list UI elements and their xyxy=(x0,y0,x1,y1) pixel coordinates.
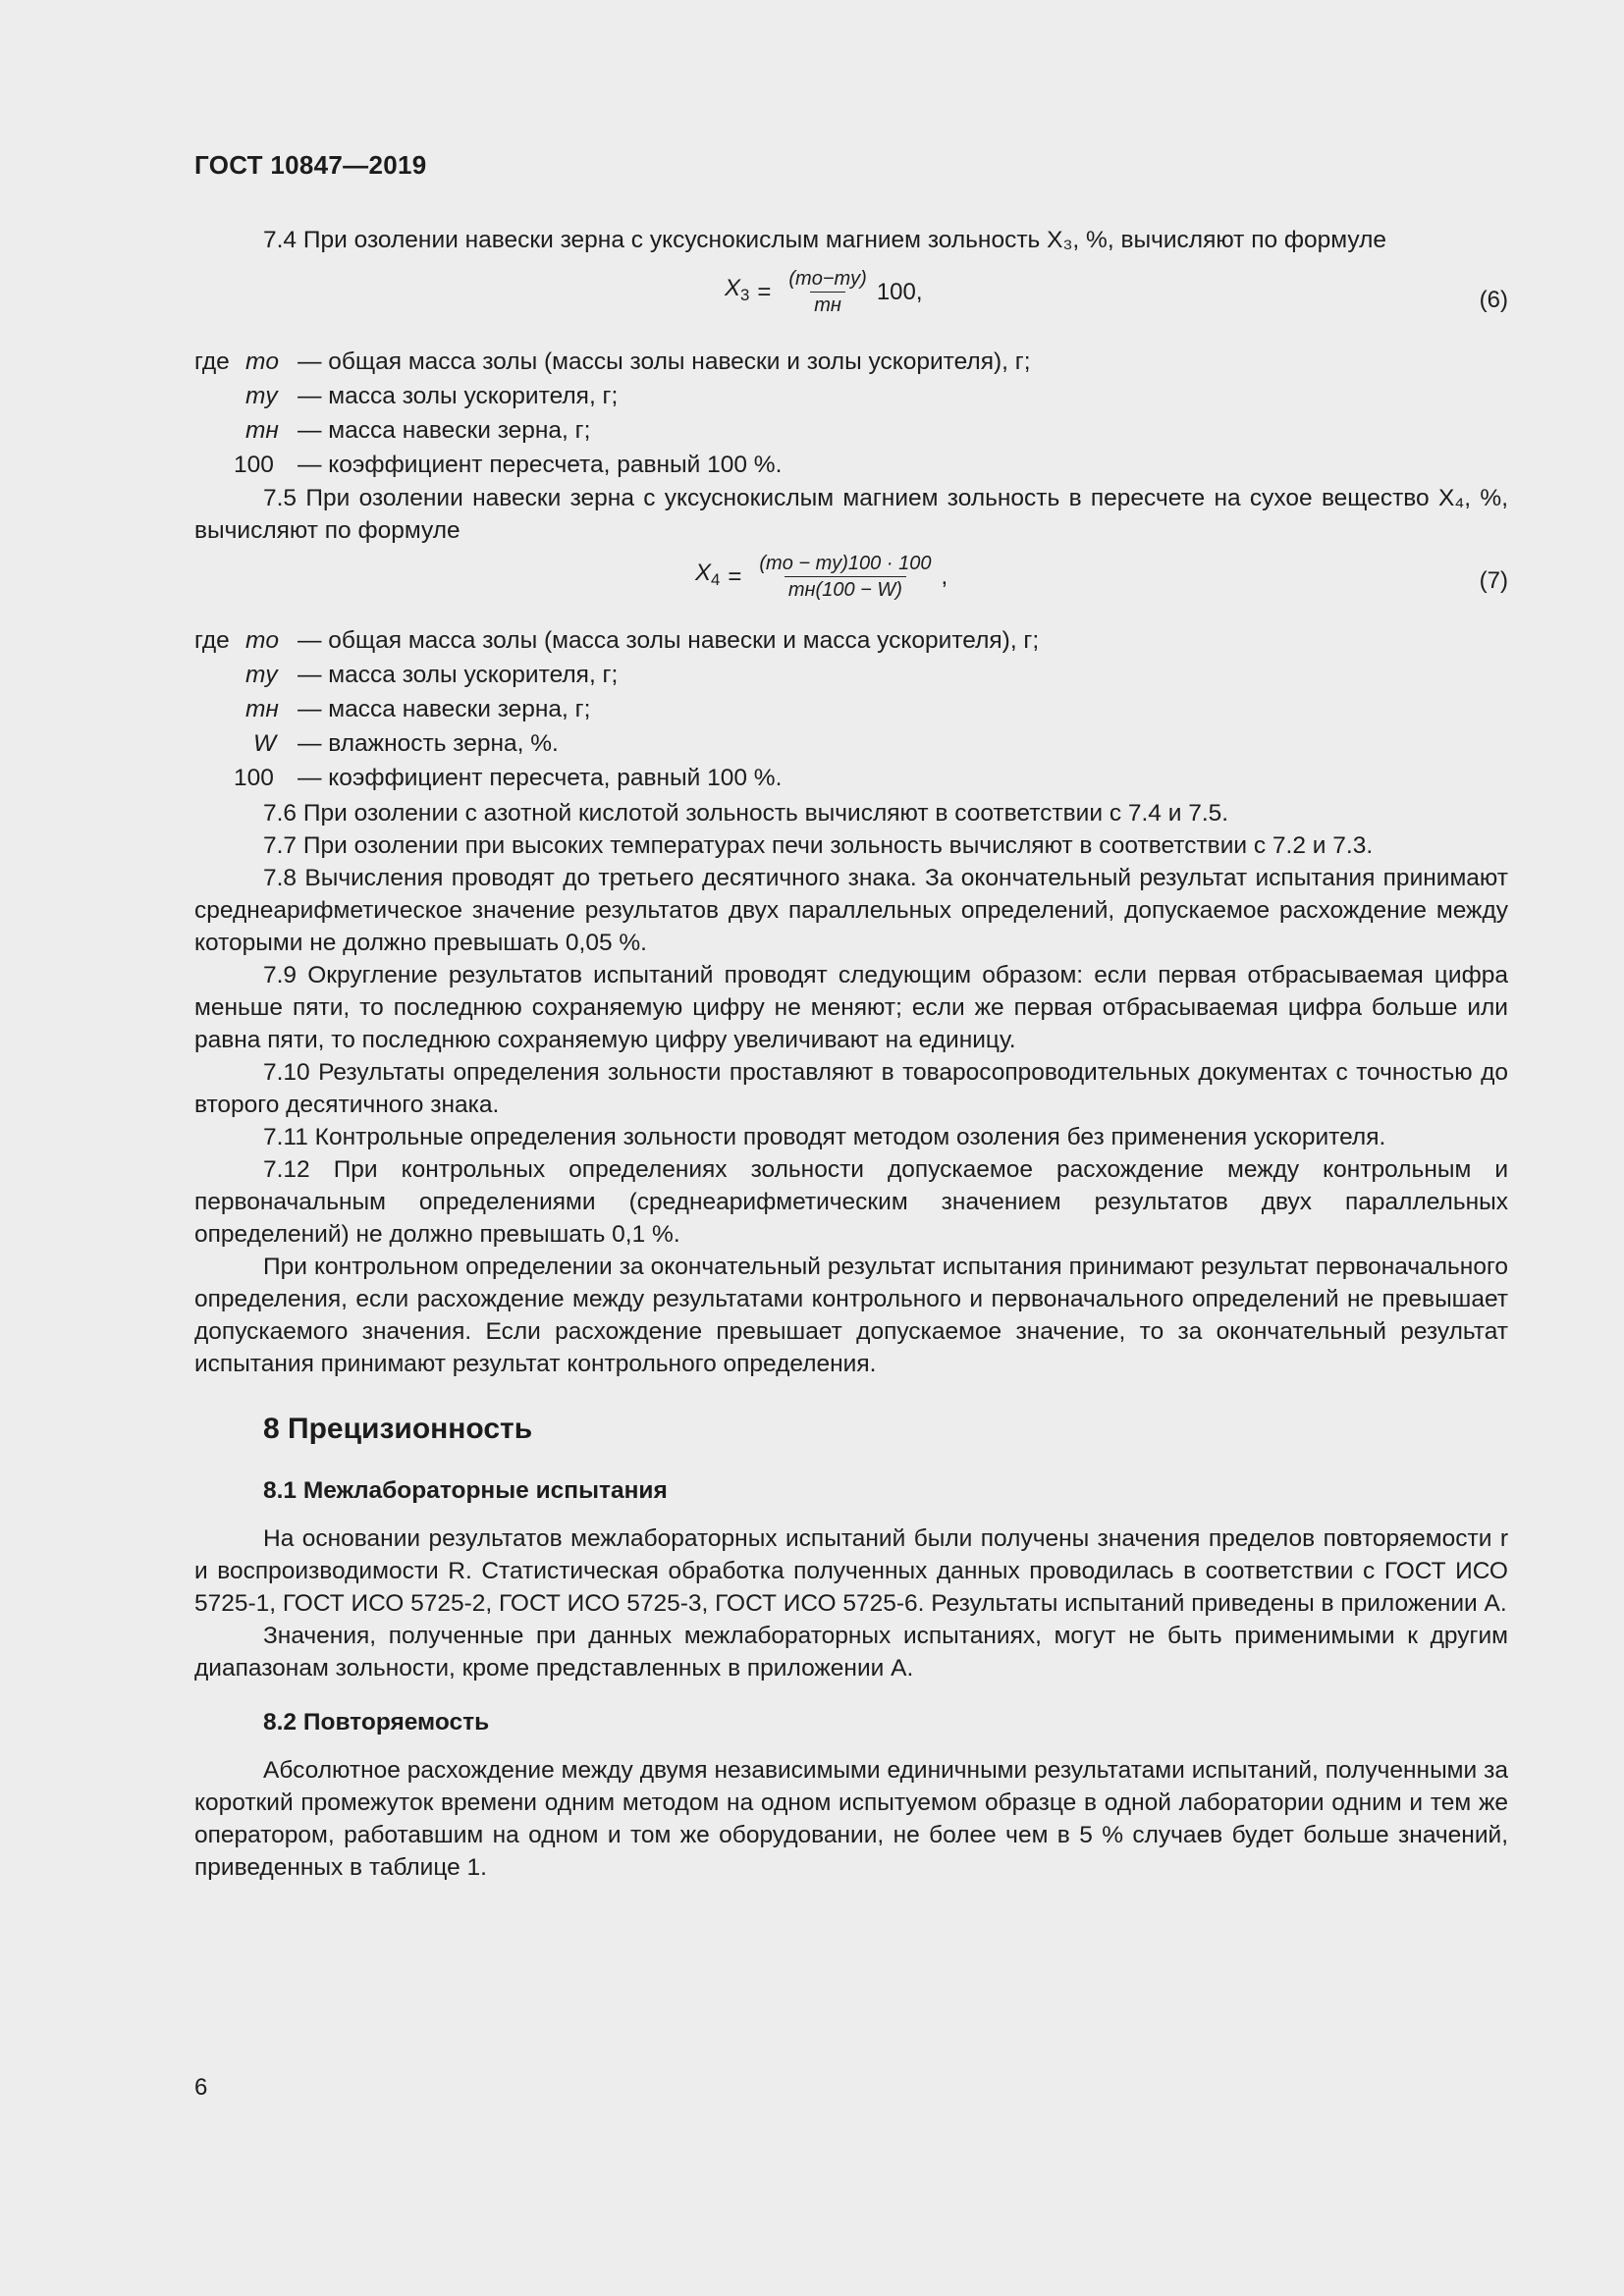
formula-7-eq: = xyxy=(728,563,742,590)
formula-7-number: (7) xyxy=(1479,567,1508,594)
formula-7-fraction xyxy=(755,551,935,603)
section-8-heading: 8 Прецизионность xyxy=(263,1413,533,1445)
legend-row: 100 — коэффициент пересчета, равный 100 %. xyxy=(234,765,783,791)
clause-7-4: 7.4 При озолении навески зерна с уксуснокислым магнием зольность X₃, %, вычисляют по формуле xyxy=(263,227,1387,253)
legend-7 xyxy=(194,623,1508,795)
formula-6-eq: = xyxy=(757,279,772,305)
legend-row: mу — масса золы ускорителя, г; xyxy=(245,662,619,688)
legend-row: mн — масса навески зерна, г; xyxy=(245,696,591,722)
formula-7-tail: , xyxy=(941,563,948,590)
clause-7-5: 7.5 При озолении навески зерна с уксуснокислым магнием зольность в пересчете на сухое вещество X₄, %, вычисляют по формуле xyxy=(194,485,1508,544)
clause-7-10: 7.10 Результаты определения зольности проставляют в товаросопроводительных документах с точностью до второго десятичного знака. xyxy=(194,1059,1508,1118)
legend-row: mу — масса золы ускорителя, г; xyxy=(245,383,619,409)
legend-row: 100 — коэффициент пересчета, равный 100 %. xyxy=(234,452,783,478)
formula-7-numerator: (mо − mу)100 · 100 xyxy=(759,553,932,574)
document-header: ГОСТ 10847—2019 xyxy=(194,150,427,180)
legend-row: где mо — общая масса золы (масса золы навески и масса ускорителя), г; xyxy=(194,627,1040,654)
clause-7-11: 7.11 Контрольные определения зольности проводят методом озоления без применения ускорителя. xyxy=(263,1124,1386,1150)
formula-6-number: (6) xyxy=(1479,287,1508,313)
legend-row: где mо — общая масса золы (массы золы навески и золы ускорителя), г; xyxy=(194,348,1031,375)
legend-row: mн — масса навески зерна, г; xyxy=(245,417,591,444)
page-body xyxy=(194,224,1508,1884)
clause-7-12: 7.12 При контрольных определениях зольности допускаемое расхождение между контрольным и первоначальным определениями (среднеарифметическим значением результатов двух параллельных определений) не должно превышать 0,1 %. xyxy=(194,1156,1508,1248)
section-8-1-heading: 8.1 Межлабораторные испытания xyxy=(263,1477,668,1504)
clause-7-12-continued: При контрольном определении за окончательный результат испытания принимают результат первоначального определения, если расхождение между результатами контрольного и первоначального определений не превышает допускаемого значения. Если расхождение превышает допускаемое значение, то за окончательный результат испытания принимают результат контрольного определения. xyxy=(194,1254,1508,1377)
formula-6-numerator: (mо−mу) xyxy=(788,268,867,290)
formula-7-denominator: mн(100 − W) xyxy=(785,576,906,603)
clause-8-1-paragraph-2: Значения, полученные при данных межлабораторных испытаниях, могут не быть применимыми к другим диапазонам зольности, кроме представленных в приложении А. xyxy=(194,1623,1508,1682)
section-8-2-heading: 8.2 Повторяемость xyxy=(263,1709,490,1735)
clause-7-6: 7.6 При озолении с азотной кислотой зольность вычисляют в соответствии с 7.4 и 7.5. xyxy=(263,800,1229,827)
legend-row: W — влажность зерна, %. xyxy=(253,730,559,757)
formula-6-fraction xyxy=(785,266,870,318)
formula-6-denominator: mн xyxy=(810,292,845,318)
page-number: 6 xyxy=(194,2074,208,2101)
formula-6-factor: 100, xyxy=(876,279,923,305)
formula-7 xyxy=(194,551,1508,623)
clause-7-9: 7.9 Округление результатов испытаний проводят следующим образом: если первая отбрасываемая цифра меньше пяти, то последнюю сохраняемую цифру не меняют; если же первая отбрасываемая цифра больше или равна пяти, то последнюю сохраняемую цифру увеличивают на единицу. xyxy=(194,962,1508,1053)
clause-8-2-paragraph: Абсолютное расхождение между двумя независимыми единичными результатами испытаний, полученными за короткий промежуток времени одним методом на одном испытуемом образце в одной лаборатории одним и тем же оператором, работавшим на одном и том же оборудовании, не более чем в 5 % случаев будет больше значений, приведенных в таблице 1. xyxy=(194,1757,1508,1881)
formula-7-lhs: $X_4$ xyxy=(695,560,721,590)
legend-6 xyxy=(194,345,1508,482)
clause-7-7: 7.7 При озолении при высоких температурах печи зольность вычисляют в соответствии с 7.2 и 7.3. xyxy=(263,832,1374,859)
formula-6 xyxy=(194,266,1508,345)
clause-8-1-paragraph-1: На основании результатов межлабораторных испытаний были получены значения пределов повторяемости r и воспроизводимости R. Статистическая обработка полученных данных проводилась в соответствии с ГОСТ ИСО 5725-1, ГОСТ ИСО 5725-2, ГОСТ ИСО 5725-3, ГОСТ ИСО 5725-6. Результаты испытаний приведены в приложении А. xyxy=(194,1525,1508,1617)
clause-7-8: 7.8 Вычисления проводят до третьего десятичного знака. За окончательный результат испытания принимают среднеарифметическое значение результатов двух параллельных определений, допускаемое расхождение между которыми не должно превышать 0,05 %. xyxy=(194,865,1508,956)
formula-6-lhs: $X_3$ xyxy=(725,275,750,305)
